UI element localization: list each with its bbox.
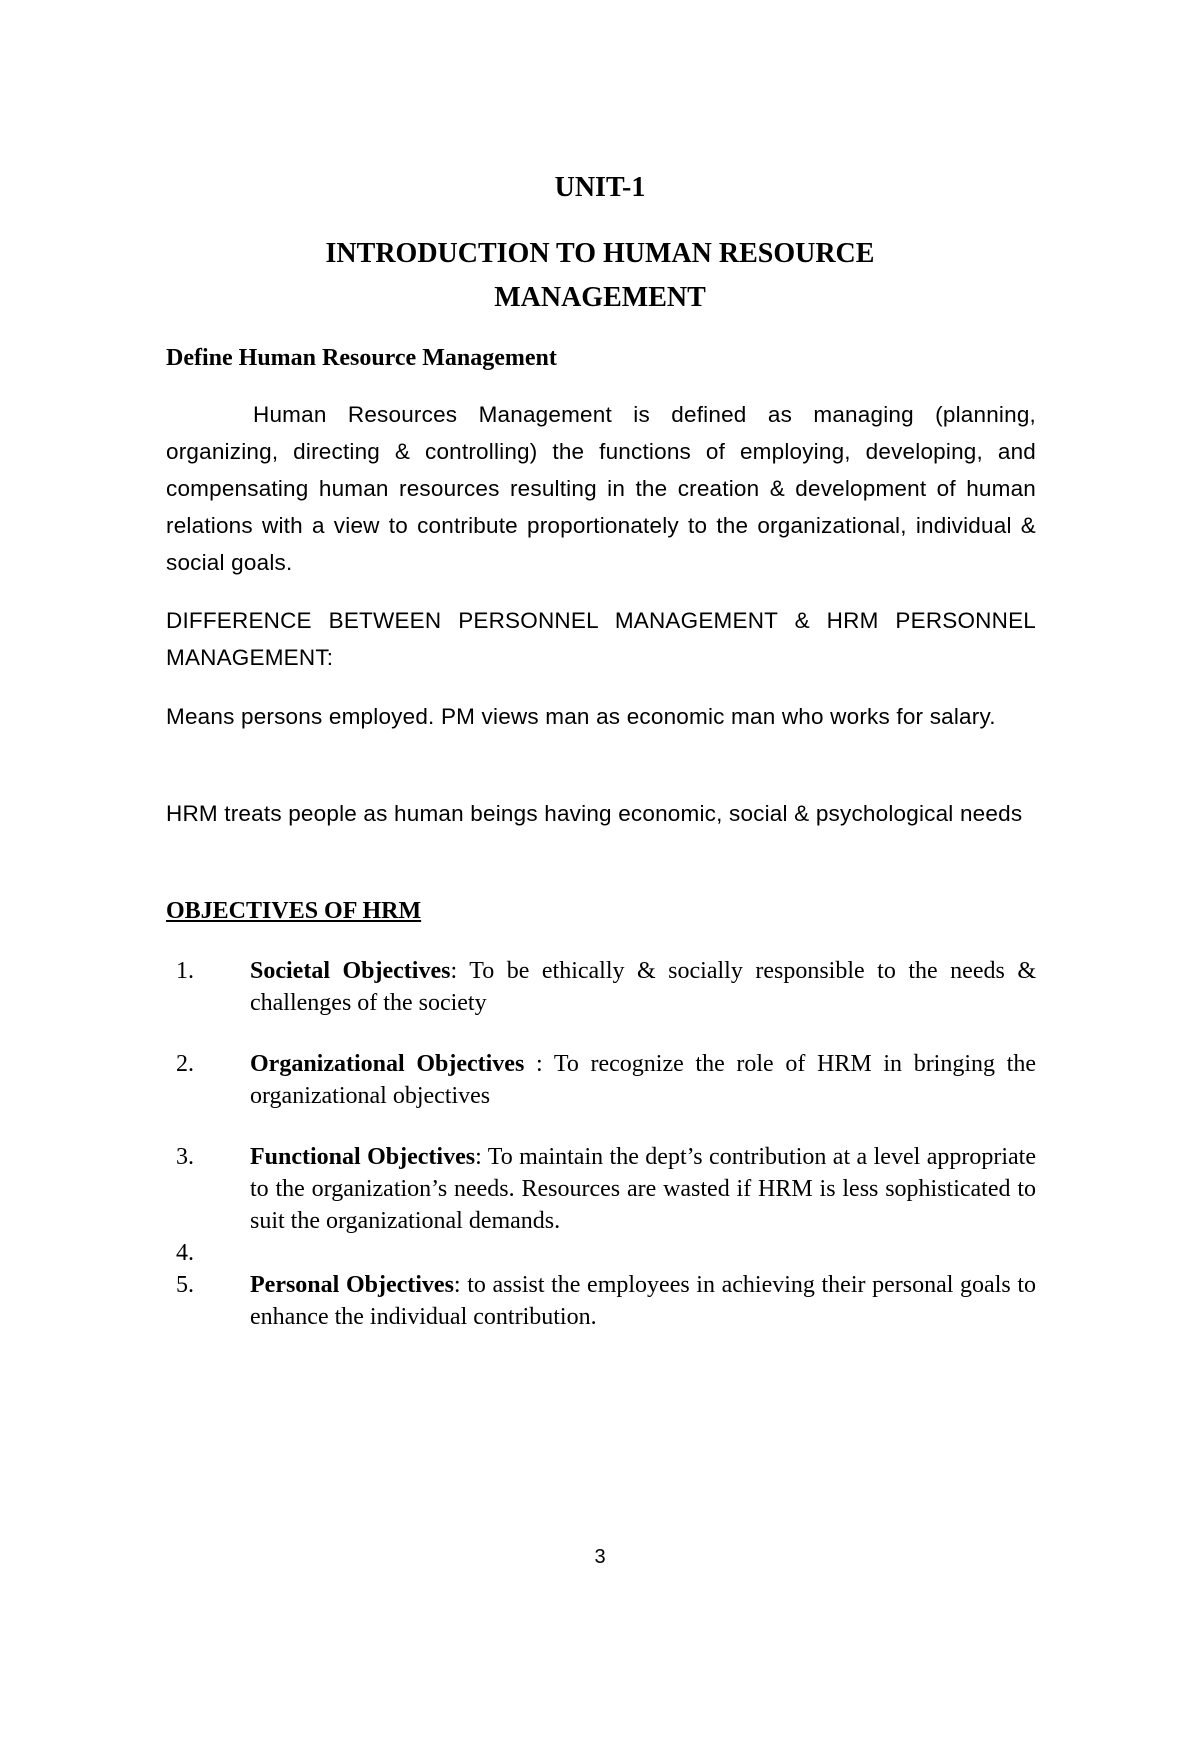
item-title: Societal Objectives [250,958,451,984]
item-number: 4. [176,1240,194,1266]
item-text: : To maintain the dept’s contribution at a level appropriate to the organization’s needs. Resources are wasted if HRM is less sophisticated to suit the organizational demands. [250,1144,1036,1234]
list-item [176,955,1036,1019]
title-line-1: INTRODUCTION TO HUMAN RESOURCE [325,238,875,269]
page-title [150,232,1050,320]
item-text: : To recognize the role of HRM in bringing the organizational objectives [250,1051,1036,1109]
item-number: 1. [176,958,194,984]
page-number: 3 [594,1546,606,1568]
item-title: Organizational Objectives [250,1051,525,1077]
item-number: 5. [176,1272,194,1298]
list-item [176,1141,1036,1237]
item-number: 3. [176,1144,194,1170]
list-item [176,1048,1036,1112]
item-title: Personal Objectives [250,1272,454,1298]
definition-paragraph: Human Resources Management is defined as managing (planning, organizing, directing & controlling) the functions of employing, developing, and compensating human resources resulting in the creation & development of human relations with a view to contribute proportionately to the organizational, individual & social goals. [166,402,1036,575]
definition-heading: Define Human Resource Management [166,345,557,371]
title-line-2: MANAGEMENT [494,282,706,313]
difference-heading: DIFFERENCE BETWEEN PERSONNEL MANAGEMENT & HRM PERSONNEL MANAGEMENT: [166,608,1036,670]
item-title: Functional Objectives [250,1144,476,1170]
objectives-heading: OBJECTIVES OF HRM [166,898,422,924]
list-item [176,1237,1036,1269]
hrm-paragraph: HRM treats people as human beings having economic, social & psychological needs [166,801,1023,826]
objectives-list [176,955,1036,1333]
item-number: 2. [176,1051,194,1077]
unit-heading: UNIT-1 [554,172,646,203]
item-text: : To be ethically & socially responsible to the needs & challenges of the society [250,958,1036,1016]
pm-paragraph: Means persons employed. PM views man as economic man who works for salary. [166,704,996,729]
item-text: : to assist the employees in achieving their personal goals to enhance the individual contribution. [250,1272,1036,1330]
list-item [176,1269,1036,1333]
